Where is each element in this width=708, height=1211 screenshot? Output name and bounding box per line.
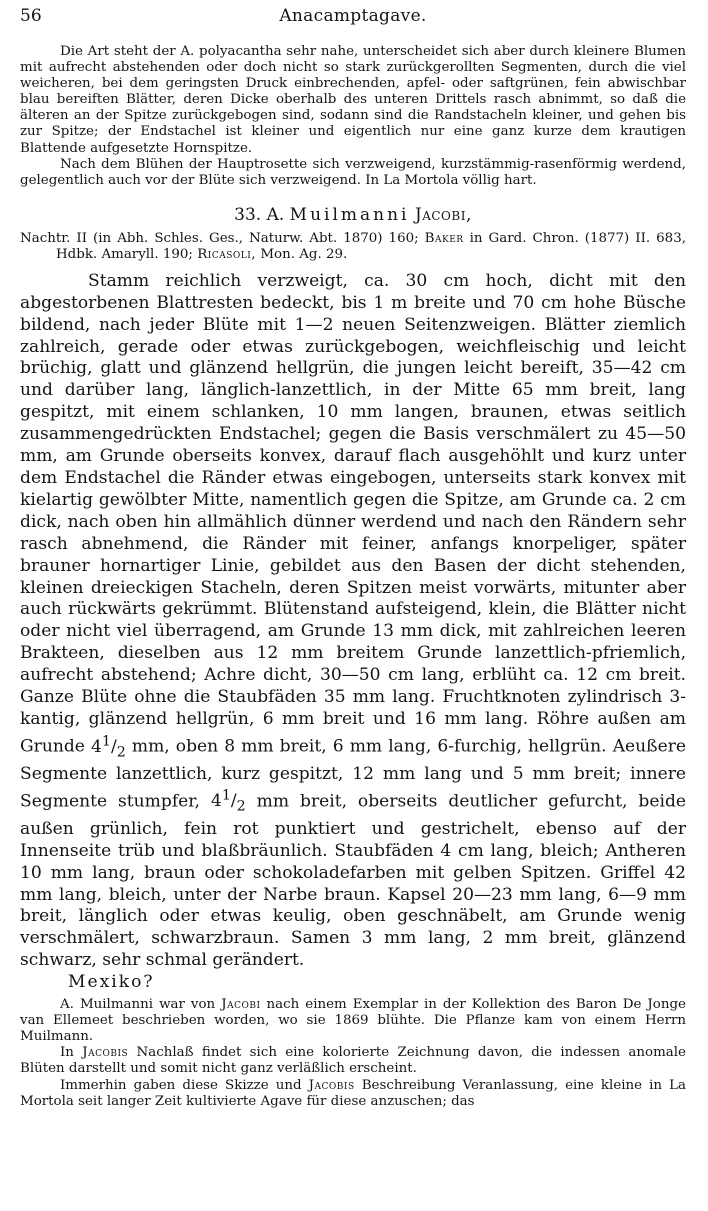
intro-paragraph-2: Nach dem Blühen der Hauptrosette sich verzweigend, kurzstämmig-rasenförmig werdend, gelegentlich auch vor der Blüte sich verzweigend. In La Mortola völlig hart. bbox=[20, 156, 686, 188]
note-paragraph-3: Immerhin gaben diese Skizze und Jacobis Beschreibung Veranlassung, eine kleine in La Mortola seit langer Zeit kultivierte Agave für diese anzuschen; das bbox=[20, 1077, 687, 1109]
citation-part-1: Nachtr. II (in Abh. Schles. Ges., Naturw. Abt. 1870) 160; bbox=[20, 230, 419, 246]
tube-width-fraction: $4^1/_2$ bbox=[90, 732, 126, 760]
page-header bbox=[20, 6, 686, 30]
citation-part-2: in Gard. Chron. (1877) II. 683, Hdbk. Amaryll. 190; bbox=[56, 230, 686, 262]
description-text-3: mm breit, oberseits deutlicher gefurcht, beide außen grünlich, fein rot punktiert und gestrichelt, ebenso auf der Innenseite trüb und blaßbräunlich. Staubfäden 4 cm lang, bleich; Antheren 10 mm lang, braun oder schokoladefarben mit gelben Spitzen. Griffel 42 mm lang, bleich, unter der Narbe braun. Kapsel 20—23 mm lang, 6—9 mm breit, länglich oder etwas keulig, oben geschnäbelt, am Grunde wenig verschmälert, schwarzbraun. Samen 3 mm lang, 2 mm breit, glänzend schwarz, sehr schmal gerändert. bbox=[20, 791, 687, 971]
note-paragraph-2: In Jacobis Nachlaß findet sich eine kolorierte Zeichnung davon, die indessen anomale Blüten darstellt und somit nicht ganz verläßlich erscheint. bbox=[20, 1045, 686, 1077]
description-text-2: mm, oben 8 mm breit, 6 mm lang, 6-furchig, hellgrün. Aeußere Segmente lanzettlich, kurz gespitzt, 12 mm lang und 5 mm breit; innere Segmente stumpfer, bbox=[20, 736, 686, 812]
species-heading bbox=[20, 204, 686, 226]
intro-paragraph-1: Die Art steht der A. polyacantha sehr nahe, unterscheidet sich aber durch kleinere Blumen mit aufrecht abstehenden oder doch nicht so stark zurückgerollten Segmenten, durch die viel weicheren, bei dem geringsten Druck einbrechenden, apfel- oder saftgrünen, fein abwischbar blau bereiften Blätter, deren Dicke oberhalb des unteren Drittels rasch abnimmt, so daß die älteren an der Spitze zurückgebogen sind, sodann sind die Randstacheln kleiner, und gehen bis zur Spitze; der Endstachel ist kleiner und eigentlich nur eine ganz kurze dem krautigen Blattende aufgesetzte Hornspitze. bbox=[20, 44, 686, 156]
note-author-jacobi: Jacobi bbox=[221, 997, 261, 1013]
citation-author-baker: Baker bbox=[424, 230, 464, 246]
note-paragraph-1: A. Muilmanni war von Jacobi nach einem Exemplar in der Kollektion des Baron De Jonge van Ellemeet beschrieben worden, wo sie 1869 blühte. Die Pflanze kam von einem Herrn Muilmann. bbox=[20, 997, 686, 1045]
intro-text bbox=[20, 44, 686, 189]
species-number: 33. A. bbox=[234, 204, 285, 225]
note-author-jacobis-2: Jacobis bbox=[308, 1077, 355, 1093]
note-author-jacobis: Jacobis bbox=[82, 1045, 129, 1061]
document-page bbox=[20, 6, 686, 1110]
species-description bbox=[20, 271, 686, 972]
species-name: Muilmanni bbox=[289, 204, 410, 225]
page-number: 56 bbox=[20, 6, 42, 26]
description-text-1: Stamm reichlich verzweigt, ca. 30 cm hoch, dicht mit den abgestorbenen Blattresten bedeckt, bis 1 m breite und 70 cm hohe Büsche bildend, nach jeder Blüte mit 1—2 neuen Seitenzweigen. Blätter ziemlich zahlreich, gerade oder etwas zurückgebogen, weichfleischig und leicht brüchig, glatt und glänzend hellgrün, die jungen leicht bereift, 35—42 cm und darüber lang, länglich-lanzettlich, in der Mitte 65 mm breit, lang gespitzt, mit einem schlanken, 10 mm langen, braunen, etwas seitlich zusammengedrückten Endstachel; gegen die Basis verschmälert zu 45—50 mm, am Grunde oberseits konvex, darauf flach ausgehöhlt und kurz unter dem Endstachel die Ränder etwas eingebogen, unterseits stark konvex mit kielartig gewölbter Mitte, namentlich gegen die Spitze, am Grunde ca. 2 cm dick, nach oben hin allmählich dünner werdend und nach den Rändern sehr rasch abnehmend, die Ränder mit feiner, anfangs knorpeliger, später brauner hornartiger Linie, gebildet aus den Basen der dicht stehenden, kleinen dreieckigen Stacheln, deren Spitzen meist vorwärts, mitunter aber auch rückwärts gekrümmt. Blütenstand aufsteigend, klein, die Blätter nicht oder nicht viel überragend, am Grunde 13 mm dick, mit zahlreichen leeren Brakteen, dieselben aus 12 mm breitem Grunde lanzettlich-pfriemlich, aufrecht abstehend; Achre dicht, 30—50 cm lang, erblüht ca. 12 cm breit. Ganze Blüte ohne die Staubfäden 35 mm lang. Fruchtknoten zylindrisch 3-kantig, glänzend hellgrün, 6 mm breit und 16 mm lang. Röhre außen am Grunde bbox=[20, 270, 686, 757]
locality: Mexiko? bbox=[68, 972, 155, 993]
notes bbox=[20, 997, 686, 1110]
citation-author-ricasoli: Ricasoli, bbox=[197, 246, 257, 262]
inner-segment-width-fraction: $4^1/_2$ bbox=[210, 787, 246, 815]
species-citation bbox=[20, 231, 686, 263]
citation-part-3: Mon. Ag. 29. bbox=[260, 246, 348, 262]
running-title: Anacamptagave. bbox=[279, 6, 427, 26]
species-author: Jacobi, bbox=[414, 204, 472, 225]
